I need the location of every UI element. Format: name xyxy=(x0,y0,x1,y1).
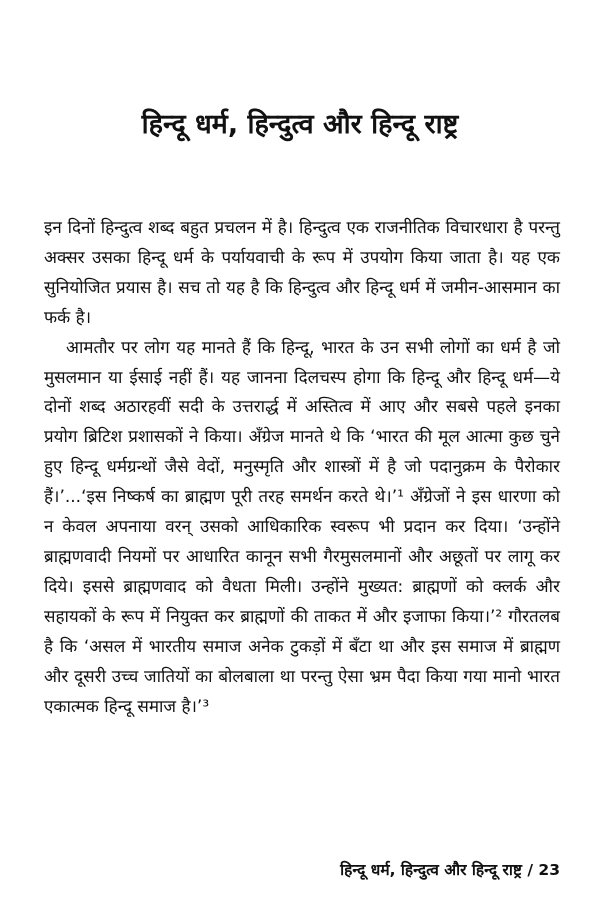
page-footer xyxy=(340,858,560,880)
paragraph-2: आमतौर पर लोग यह मानते हैं कि हिन्दू, भारत के उन सभी लोगों का धर्म है जो मुसलमान या ईसाई नहीं हैं। यह जानना दिलचस्प होगा कि हिन्दू और हिन्दू धर्म—ये दोनों शब्द अठारहवीं सदी के उत्तरार्द्ध में अस्तित्व में आए और सबसे पहले इनका प्रयोग ब्रिटिश प्रशासकों ने किया। अँग्रेज मानते थे कि ‘भारत की मूल आत्मा कुछ चुने हुए हिन्दू धर्मग्रन्थों जैसे वेदों, मनुस्मृति और शास्त्रों में है जो पदानुक्रम के पैरोकार हैं।’...‘इस निष्कर्ष का ब्राह्मण पूरी तरह समर्थन करते थे।’¹ अँग्रेजों ने इस धारणा को न केवल अपनाया वरन् उसको आधिकारिक स्वरूप भी प्रदान कर दिया। ‘उन्होंने ब्राह्मणवादी नियमों पर आधारित कानून सभी गैरमुसलमानों और अछूतों पर लागू कर दिये। इससे ब्राह्मणवाद को वैधता मिली। उन्होंने मुख्यत: ब्राह्मणों को क्लर्क और सहायकों के रूप में नियुक्त कर ब्राह्मणों की ताकत में और इजाफा किया।’² गौरतलब है कि ‘असल में भारतीय समाज अनेक टुकड़ों में बँटा था और इस समाज में ब्राह्मण और दूसरी उच्च जातियों का बोलबाला था परन्तु ऐसा भ्रम पैदा किया गया मानो भारत एकात्मक हिन्दू समाज है।’³ xyxy=(44,337,560,717)
paragraph-1: इन दिनों हिन्दुत्व शब्द बहुत प्रचलन में है। हिन्दुत्व एक राजनीतिक विचारधारा है परन्तु अक्सर उसका हिन्दू धर्म के पर्यायवाची के रूप में उपयोग किया जाता है। यह एक सुनियोजित प्रयास है। सच तो यह है कि हिन्दुत्व और हिन्दू धर्म में जमीन-आसमान का फर्क है। xyxy=(44,218,560,328)
chapter-title: हिन्दू धर्म, हिन्दुत्व और हिन्दू राष्ट्र xyxy=(141,109,459,140)
running-title: हिन्दू धर्म, हिन्दुत्व और हिन्दू राष्ट्र xyxy=(340,861,522,879)
page-number: 23 xyxy=(538,861,560,879)
chapter-body xyxy=(44,214,560,722)
footer-separator: / xyxy=(527,861,534,879)
